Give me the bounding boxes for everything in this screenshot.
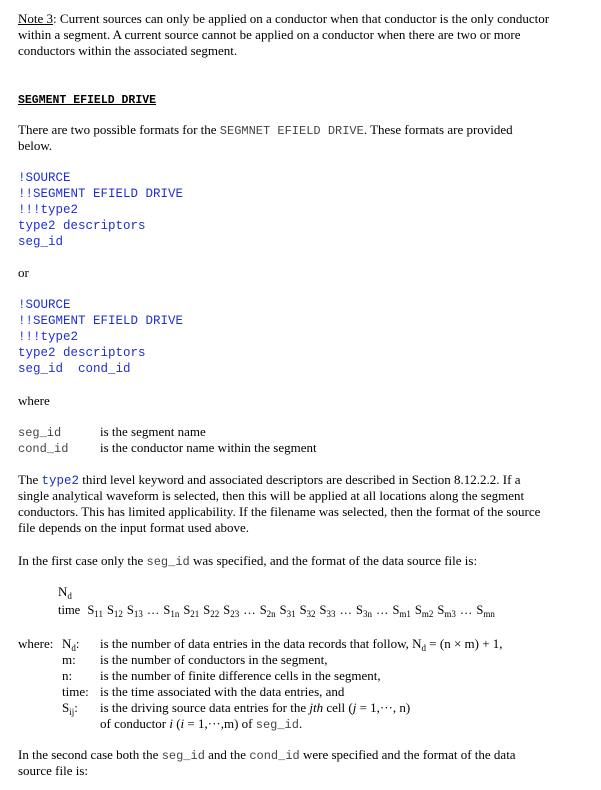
formula-term: $S_{2n}$ [259,603,276,619]
where2-desc-m: is the number of conductors in the segment, [100,652,328,667]
where2-desc-sij-2: of conductor i (i = 1,···,m) of seg_id. [100,716,303,732]
format1-line: !!!type2 [18,203,79,217]
code-seg-id: seg_id [161,749,205,763]
formula-term: $S_{21}$ [183,603,200,619]
format2-line: !SOURCE [18,298,71,312]
para2: In the first case only the seg_id was specified, and the format of the data source file is: [18,553,478,569]
note3-label: Note 3 [18,11,54,26]
formula-term: … [375,603,389,617]
where2-sym-time: time: [62,684,89,699]
formula-term: $S_{33}$ [319,603,336,619]
formula-term: $S_{m1}$ [392,603,411,619]
format2-line: type2 descriptors [18,346,146,360]
intro-line2: below. [18,138,53,153]
where2-sym-m: m: [62,652,76,667]
formula-term: … [243,603,256,617]
where2-desc-nd: is the number of data entries in the data records that follow, $N_d = (n \times m) + 1$, [100,636,503,653]
formula-term: … [146,603,160,617]
format1-line: seg_id [18,235,64,249]
type2-keyword: type2 [41,474,79,488]
def-row [18,424,206,441]
formula-term: $S_{12}$ [106,603,123,619]
where2-desc-sij: is the driving source data entries for the jth cell (j = 1,···, n) [100,700,411,715]
code-cond-id: cond_id [249,749,300,763]
code-seg-id: seg_id [146,555,190,569]
formula-series [83,603,494,617]
formula-term: $S_{31}$ [279,603,296,619]
where2-desc-time: is the time associated with the data entries, and [100,684,345,699]
def-desc: is the conductor name within the segment [100,440,317,455]
note3-line2: within a segment. A current source cannot be applied on a conductor when there are two or more [18,27,521,42]
where2-sym-sij: $S_{ij}$: [62,700,78,717]
note3-line1: Note 3: Current sources can only be applied on a conductor when that conductor is the only conductor [18,11,550,26]
format1-line: !SOURCE [18,171,71,185]
section-heading: SEGMENT EFIELD DRIVE [18,94,157,107]
formula-term: $S_{22}$ [203,603,220,619]
code-segment-efield: SEGMNET EFIELD DRIVE [219,124,364,138]
formula-term: $S_{mn}$ [476,603,495,619]
para1-line2: single analytical waveform is selected, then this will be applied at all locations along the segment [18,488,525,503]
formula-term: $S_{13}$ [126,603,143,619]
format2-line: !!SEGMENT EFIELD DRIVE [18,314,184,328]
where2-desc-n: is the number of finite difference cells in the segment, [100,668,381,683]
formula-term: $S_{m3}$ [437,603,456,619]
def-row [18,440,317,457]
where2-sym-n: n: [62,668,73,683]
where2-label: where: [18,636,54,651]
para3-line2: source file is: [18,763,89,778]
note3-line3: conductors within the associated segment. [18,43,238,58]
formula-term: $S_{23}$ [223,603,240,619]
para1-line4: file depends on the input format used above. [18,520,250,535]
formula-term: … [339,603,352,617]
formula-term: $S_{3n}$ [356,603,372,619]
formula-nd: $N_d$ [58,584,72,601]
formula-term: $S_{32}$ [299,603,316,619]
format1-line: type2 descriptors [18,219,146,233]
formula-term: $S_{11}$ [87,603,103,619]
formula-term: … [459,603,473,617]
code-seg-id: seg_id [255,718,299,732]
formula-time: time [58,603,81,617]
para1-line3: conductors. This has limited applicability. If the filename was selected, then the format of the source [18,504,541,519]
def-term: cond_id [18,442,69,456]
format2-line: !!!type2 [18,330,79,344]
format2-line-last: seg_id cond_id [18,362,131,376]
def-term: seg_id [18,426,62,440]
format1-line: !!SEGMENT EFIELD DRIVE [18,187,184,201]
where-text: where [18,393,50,408]
formula-term: $S_{1n}$ [163,603,180,619]
where2-sym-nd: $N_d$: [62,636,80,653]
or-text: or [18,265,29,280]
intro-line1: There are two possible formats for the SEGMNET EFIELD DRIVE. These formats are provided [18,122,513,138]
para1-line1: The type2 third level keyword and associated descriptors are described in Section 8.12.2.2. If a [18,472,521,488]
para3-line1: In the second case both the seg_id and the cond_id were specified and the format of the data [18,747,516,763]
formula-term: $S_{m2}$ [414,603,434,619]
formula-row [58,602,495,618]
def-desc: is the segment name [100,424,206,439]
